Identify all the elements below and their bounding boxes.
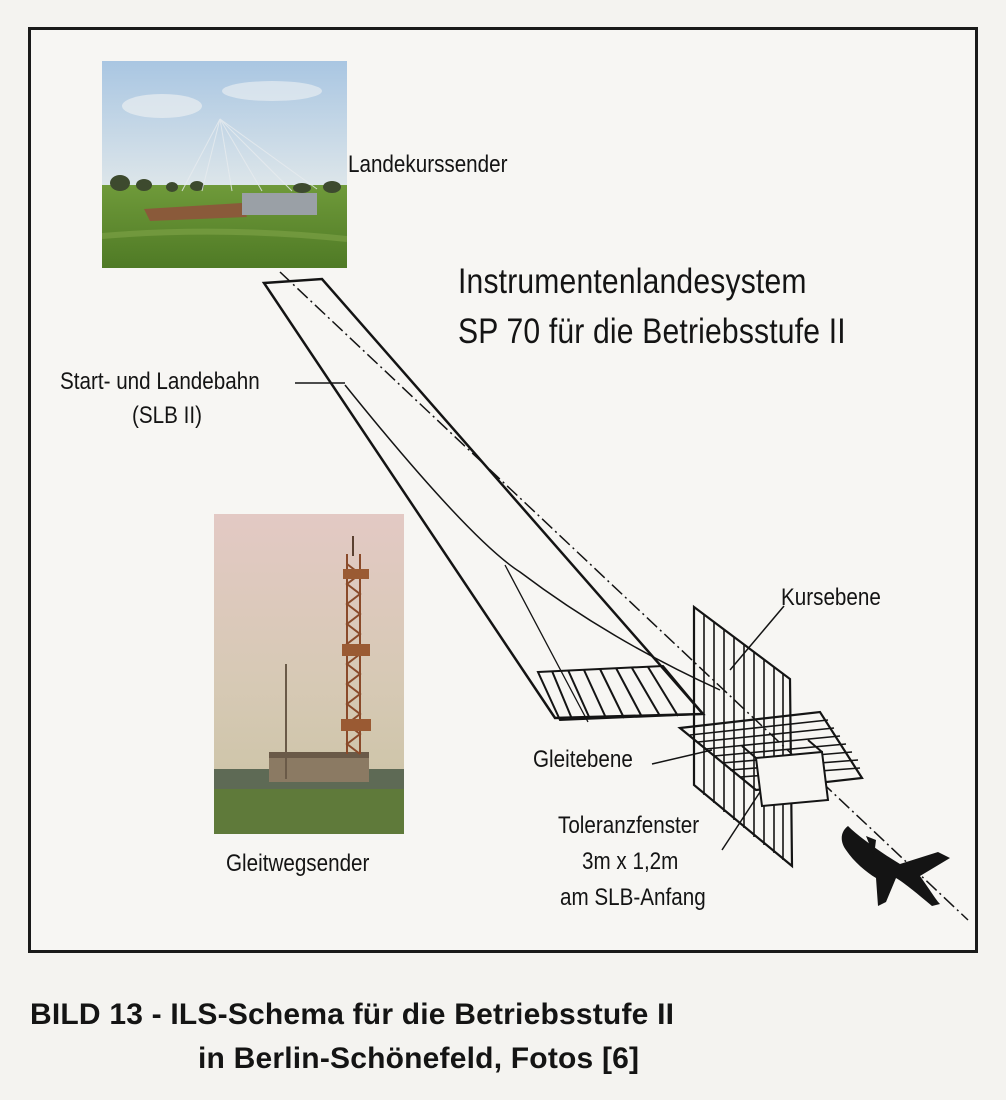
runway-label: Start- und Landebahn xyxy=(60,368,260,395)
glide-plane-label: Gleitebene xyxy=(533,746,633,773)
figure-caption-line1: BILD 13 - ILS-Schema für die Betriebsstufe II xyxy=(30,998,675,1031)
glidepath-label: Gleitwegsender xyxy=(226,850,370,877)
tolerance-label-line3: am SLB-Anfang xyxy=(560,884,706,911)
diagram-title-line1: Instrumentenlandesystem xyxy=(458,262,807,301)
tolerance-label-line1: Toleranzfenster xyxy=(558,812,700,839)
localizer-label: Landekurssender xyxy=(348,151,508,178)
figure-caption-line2: in Berlin-Schönefeld, Fotos [6] xyxy=(198,1042,640,1075)
diagram-title-line2: SP 70 für die Betriebsstufe II xyxy=(458,312,846,351)
aircraft-icon xyxy=(842,826,950,906)
course-plane xyxy=(694,607,792,866)
runway-sublabel: (SLB II) xyxy=(132,402,202,429)
tolerance-label-line2: 3m x 1,2m xyxy=(582,848,679,875)
course-plane-label: Kursebene xyxy=(781,584,881,611)
glide-path-line xyxy=(345,385,720,690)
